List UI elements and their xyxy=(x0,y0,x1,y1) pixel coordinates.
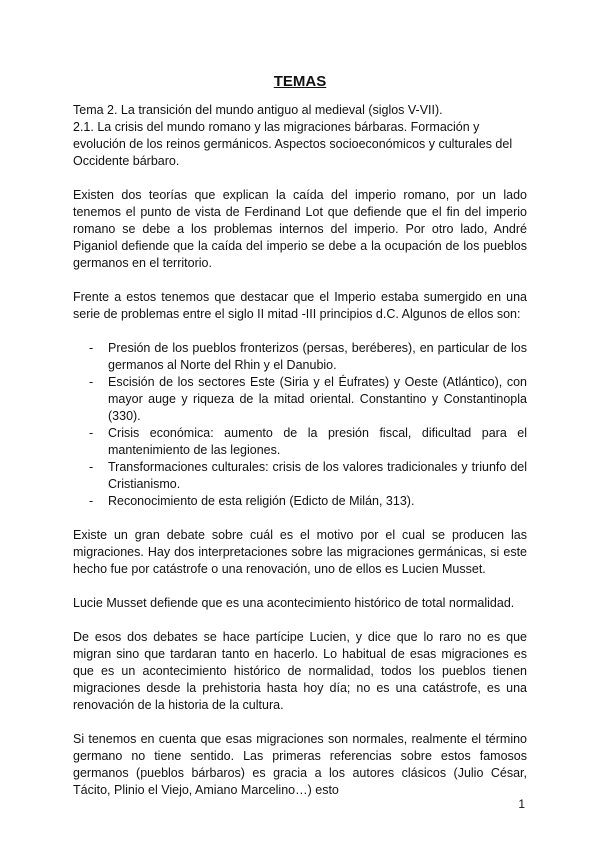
paragraph-migrations: De esos dos debates se hace partícipe Lucien, y dice que lo raro no es que migran sino que tardaran tanto en hacerlo. Lo habitual de esas migraciones es que es un acontecimiento histórico de normalidad, todos los pueblos tienen migraciones desde la prehistoria hasta hoy día; no es una catástrofe, es una renovación de la historia de la cultura. xyxy=(73,630,527,712)
bullet-item xyxy=(73,340,527,374)
bullet-marker: - xyxy=(89,494,94,508)
bullet-text: Presión de los pueblos fronterizos (persas, beréberes), en particular de los germanos al Norte del Rhin y el Danubio. xyxy=(108,341,527,372)
document-title: TEMAS xyxy=(273,73,327,90)
paragraph-theories: Existen dos teorías que explican la caída del imperio romano, por un lado tenemos el punto de vista de Ferdinand Lot que defiende que el fin del imperio romano se debe a los problemas internos del imperio. Por otro lado, André Piganiol defiende que la caída del imperio se debe a la ocupación de los pueblos germanos en el territorio. xyxy=(73,188,527,270)
topic-heading: Tema 2. La transición del mundo antiguo al medieval (siglos V-VII). xyxy=(73,103,443,117)
paragraph-germanos: Si tenemos en cuenta que esas migraciones son normales, realmente el término germano no tiene sentido. Las primeras referencias sobre estos famosos germanos (pueblos bárbaros) es gracia a los autores clásicos (Julio César, Tácito, Plinio el Viejo, Amiano Marcelino…) esto xyxy=(73,732,527,797)
bullet-text: Reconocimiento de esta religión (Edicto de Milán, 313). xyxy=(108,494,415,508)
bullet-marker: - xyxy=(89,375,94,389)
subtopic-heading: 2.1. La crisis del mundo romano y las migraciones bárbaras. Formación y evolución de los reinos germánicos. Aspectos socioeconómicos y culturales del Occidente bárbaro. xyxy=(73,120,513,168)
bullet-item xyxy=(73,425,527,459)
bullet-text: Transformaciones culturales: crisis de los valores tradicionales y triunfo del Cristianismo. xyxy=(108,460,527,491)
bullet-text: Escisión de los sectores Este (Siria y el Éufrates) y Oeste (Atlántico), con mayor auge y riqueza de la mitad oriental. Constantino y Constantinopla (330). xyxy=(108,375,527,423)
document-page xyxy=(73,72,527,799)
bullet-item xyxy=(73,459,527,493)
bullet-item xyxy=(73,374,527,425)
paragraph-musset: Lucie Musset defiende que es una acontecimiento histórico de total normalidad. xyxy=(73,596,515,610)
paragraph-crisis-intro: Frente a estos tenemos que destacar que el Imperio estaba sumergido en una serie de problemas entre el siglo II mitad -III principios d.C. Algunos de ellos son: xyxy=(73,290,527,321)
bullet-marker: - xyxy=(89,426,94,440)
bullet-marker: - xyxy=(89,460,94,474)
bullet-item xyxy=(73,493,527,510)
paragraph-debate: Existe un gran debate sobre cuál es el motivo por el cual se producen las migraciones. Hay dos interpretaciones sobre las migraciones germánicas, si este hecho fue por catástrofe o una renovación, uno de ellos es Lucien Musset. xyxy=(73,528,527,576)
bullet-text: Crisis económica: aumento de la presión fiscal, dificultad para el mantenimiento de las legiones. xyxy=(108,426,527,457)
crisis-bullet-list xyxy=(73,340,527,510)
page-number: 1 xyxy=(518,797,525,811)
bullet-marker: - xyxy=(89,341,94,355)
